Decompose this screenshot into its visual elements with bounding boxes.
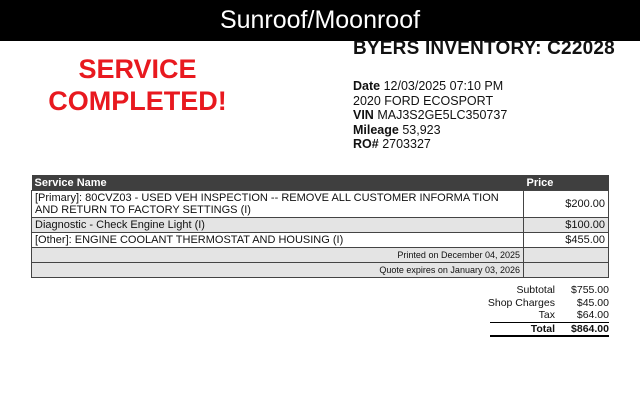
vehicle-row: 2020 FORD ECOSPORT bbox=[353, 93, 494, 108]
page-title: Sunroof/Moonroof bbox=[0, 0, 640, 41]
status-line-1: SERVICE bbox=[78, 54, 197, 84]
table-header bbox=[32, 175, 609, 191]
service-price: $455.00 bbox=[524, 233, 609, 248]
expires-note: Quote expires on January 03, 2026 bbox=[32, 263, 524, 278]
subtotal-value: $755.00 bbox=[571, 284, 609, 296]
status-line-2: COMPLETED! bbox=[48, 86, 227, 116]
vin-label: VIN bbox=[353, 108, 374, 122]
total-label: Total bbox=[530, 322, 555, 335]
total-value: $864.00 bbox=[571, 322, 609, 335]
ro-label: RO# bbox=[353, 137, 379, 151]
date-label: Date bbox=[353, 79, 381, 93]
printed-blank bbox=[524, 248, 609, 263]
table-row bbox=[32, 191, 609, 218]
ro-row bbox=[353, 137, 507, 152]
table-row bbox=[32, 233, 609, 248]
total-row bbox=[490, 322, 609, 338]
service-price: $200.00 bbox=[524, 191, 609, 218]
subtotal-row bbox=[480, 284, 609, 297]
date-row bbox=[353, 79, 507, 94]
service-name: Diagnostic - Check Engine Light (I) bbox=[32, 218, 524, 233]
vin-value: MAJ3S2GE5LC350737 bbox=[377, 108, 508, 122]
date-value: 12/03/2025 07:10 PM bbox=[383, 79, 504, 93]
service-name: [Other]: ENGINE COOLANT THERMOSTAT AND HOUSING (I) bbox=[32, 233, 524, 248]
expires-blank bbox=[524, 263, 609, 278]
shop-charges-value: $45.00 bbox=[576, 296, 609, 309]
expires-row bbox=[32, 263, 609, 278]
service-price: $100.00 bbox=[524, 218, 609, 233]
printed-note: Printed on December 04, 2025 bbox=[32, 248, 524, 263]
col-price: Price bbox=[524, 175, 609, 191]
tax-label: Tax bbox=[538, 309, 555, 321]
shop-charges-label: Shop Charges bbox=[487, 296, 555, 309]
vin-row bbox=[353, 108, 507, 123]
printed-row bbox=[32, 248, 609, 263]
mileage-label: Mileage bbox=[353, 122, 399, 137]
col-service-name: Service Name bbox=[32, 175, 524, 191]
subtotal-label: Subtotal bbox=[516, 284, 555, 296]
service-table bbox=[31, 175, 609, 278]
totals-block bbox=[480, 284, 609, 337]
vehicle-meta bbox=[353, 79, 507, 152]
shop-charges-row bbox=[480, 297, 609, 310]
tax-value: $64.00 bbox=[576, 309, 609, 321]
mileage-value: 53,923 bbox=[402, 122, 441, 137]
mileage-row bbox=[353, 123, 507, 138]
table-row bbox=[32, 218, 609, 233]
service-name: [Primary]: 80CVZ03 - USED VEH INSPECTION -- REMOVE ALL CUSTOMER INFORMA TION AND RETURN TO FACTORY SETTINGS (I) bbox=[32, 191, 524, 218]
service-status bbox=[40, 53, 235, 117]
inventory-title: BYERS INVENTORY: C22028 bbox=[353, 38, 615, 59]
tax-row bbox=[480, 309, 609, 322]
ro-value: 2703327 bbox=[382, 137, 431, 151]
